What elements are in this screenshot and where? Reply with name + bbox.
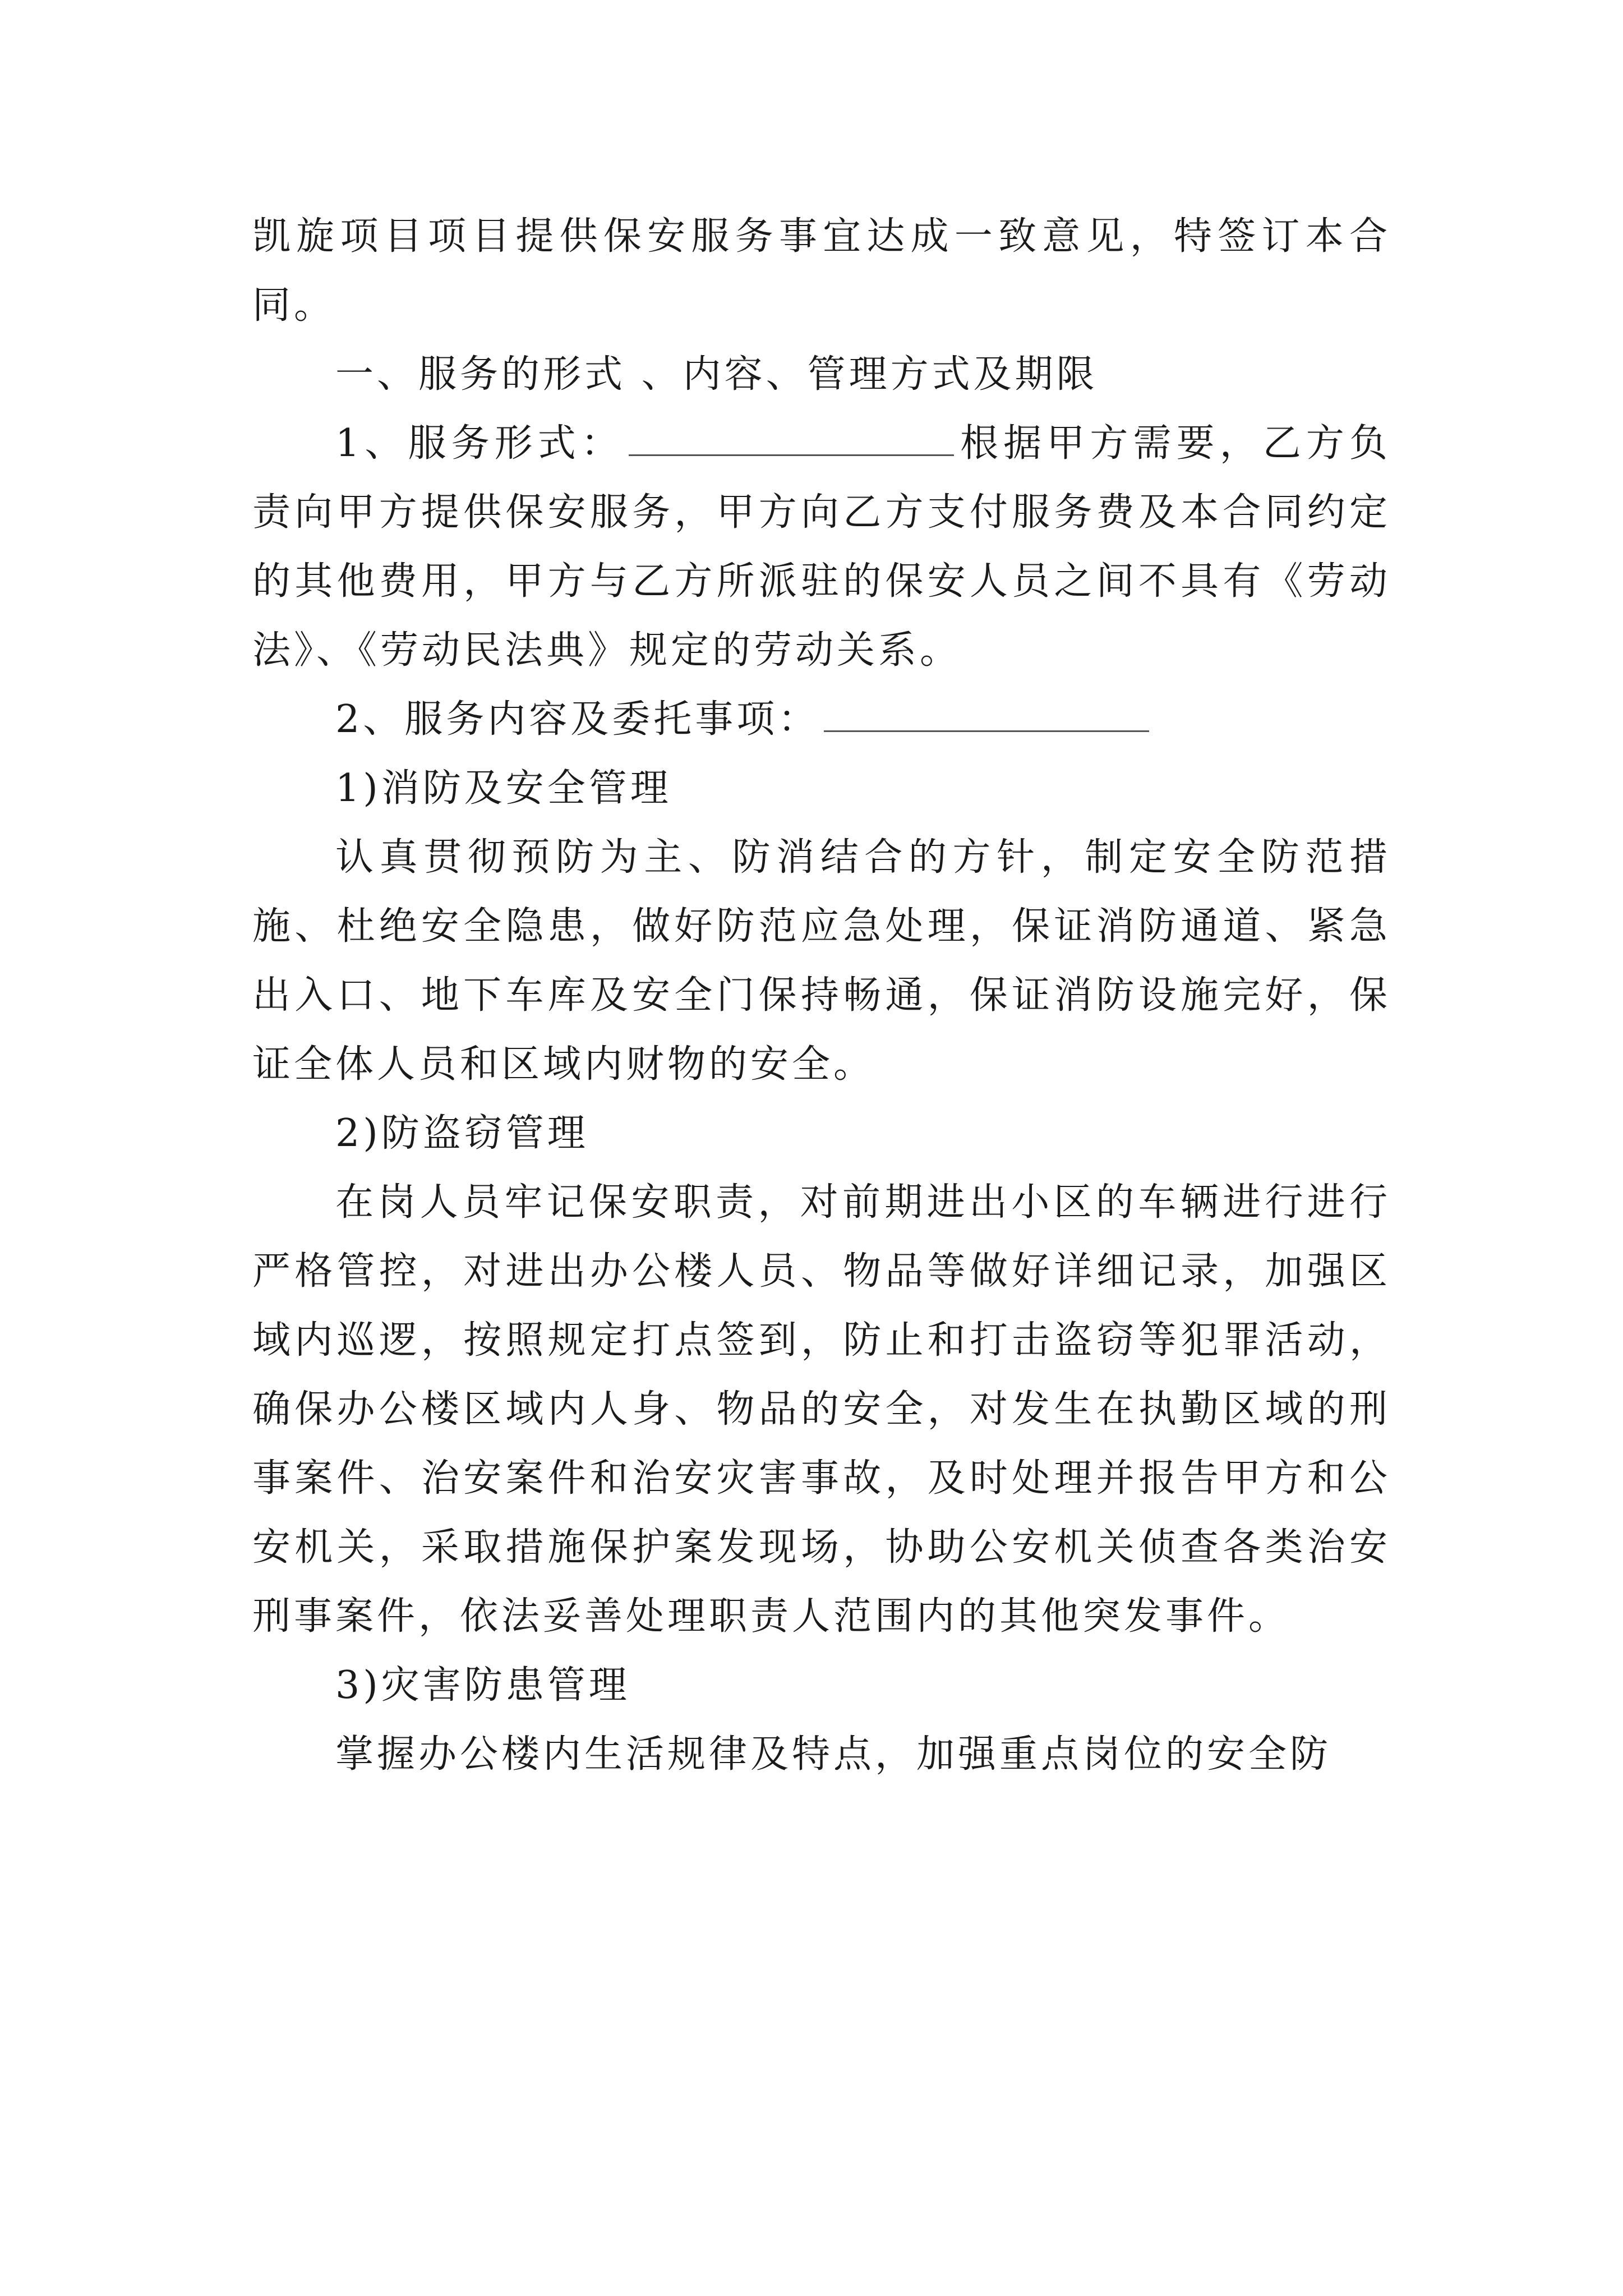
paragraph-disaster-prevention: 掌握办公楼内生活规律及特点，加强重点岗位的安全防 — [335, 1732, 1332, 1777]
section-heading-service-form: 一、服务的形式 、内容、管理方式及期限 — [335, 352, 1098, 397]
document-body — [252, 202, 1391, 1789]
label-service-form: 1、服务形式： — [335, 421, 624, 466]
paragraph-service-form — [252, 409, 1391, 685]
paragraph-fire-safety: 认真贯彻预防为主、防消结合的方针，制定安全防范措施、杜绝安全隐患，做好防范应急处理，保证消防通道、紧急出入口、地下车库及安全门保持畅通，保证消防设施完好，保证全体人员和区域内财物的安全。 — [252, 835, 1391, 1087]
subheading-anti-theft: 2)防盗窃管理 — [335, 1111, 589, 1156]
text-service-form-detail: 根据甲方需要，乙方负责向甲方提供保安服务，甲方向乙方支付服务费及本合同约定的其他费用，甲方与乙方所派驻的保安人员之间不具有《劳动法》、《劳动民法典》规定的劳动关系。 — [252, 421, 1391, 673]
paragraph-contract-intro: 凯旋项目项目提供保安服务事宜达成一致意见，特签订本合同。 — [252, 214, 1391, 328]
label-service-content: 2、服务内容及委托事项： — [335, 697, 820, 742]
subheading-fire-safety: 1)消防及安全管理 — [335, 766, 672, 811]
paragraph-anti-theft: 在岗人员牢记保安职责，对前期进出小区的车辆进行进行严格管控，对进出办公楼人员、物品等做好详细记录，加强区域内巡逻，按照规定打点签到，防止和打击盗窃等犯罪活动，确保办公楼区域内人身、物品的安全，对发生在执勤区域的刑事案件、治安案件和治安灾害事故，及时处理并报告甲方和公安机关，采取措施保护案发现场，协助公安机关侦查各类治安刑事案件，依法妥善处理职责人范围内的其他突发事件。 — [252, 1180, 1391, 1639]
paragraph-service-content — [252, 685, 1391, 754]
blank-line-service-form — [629, 421, 954, 456]
subheading-disaster-prevention: 3)灾害防患管理 — [335, 1663, 630, 1708]
blank-line-service-content — [824, 697, 1149, 732]
